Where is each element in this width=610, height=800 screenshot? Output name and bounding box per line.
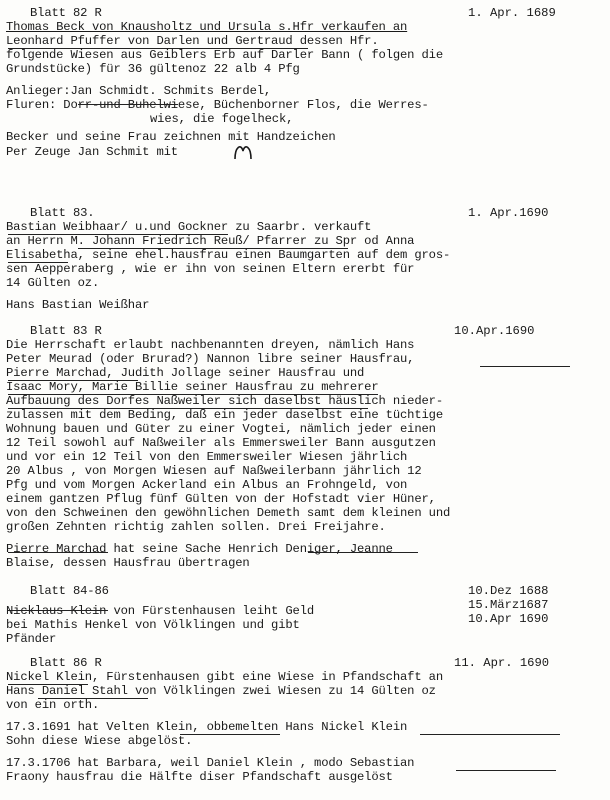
entry-line: und vor ein 12 Teil von den Emmersweiler Wiesen jährlich xyxy=(6,450,408,464)
entry-line: Pfänder xyxy=(6,632,57,646)
entry-date: 11. Apr. 1690 xyxy=(454,656,550,670)
entry-line: Grundstücke) für 36 gültenoz 22 alb 4 Pfg xyxy=(6,62,300,76)
entry-line: Peter Meurad (oder Brurad?) Nannon libre seiner Hausfrau, xyxy=(6,352,415,366)
underline-stroke xyxy=(78,248,348,249)
entry-line: zulassen mit dem Beding, daß ein jeder daselbst eine tüchtige xyxy=(6,408,443,422)
entry-date: 15.März1687 xyxy=(468,598,549,612)
entry-line: Anlieger:Jan Schmidt. Schmits Berdel, xyxy=(6,84,272,98)
entry-line: Nicklaus Klein von Fürstenhausen leiht Geld xyxy=(6,604,315,618)
entry-line: 12 Teil sowohl auf Naßweiler als Emmersweiler Bann ausgutzen xyxy=(6,436,436,450)
underline-stroke xyxy=(8,234,228,235)
underline-stroke xyxy=(180,734,280,735)
entry-date: 10.Apr 1690 xyxy=(468,612,549,626)
entry-line: Thomas Beck von Knausholtz und Ursula s.Hfr verkaufen an xyxy=(6,20,408,34)
entry-line: von den Schweinen den gewöhnlichen Demeth samt dem kleinen und xyxy=(6,506,451,520)
entry-line: 14 Gülten oz. xyxy=(6,276,100,290)
entry-line: Blaise, dessen Hausfrau übertragen xyxy=(6,556,250,570)
underline-stroke xyxy=(8,610,108,611)
entry-header: Blatt 86 R xyxy=(30,656,102,670)
entry-line: wies, die fogelheck, xyxy=(150,112,294,126)
underline-stroke xyxy=(8,380,138,381)
entry-line: Fraony hausfrau die Hälfte diser Pfandschaft ausgelöst xyxy=(6,770,393,784)
entry-line: Fluren: Dorr-und Buhelwiese, Büchenborner Flos, die Werres- xyxy=(6,98,429,112)
underline-stroke xyxy=(8,394,378,395)
entry-line: Die Herrschaft erlaubt nachbenannten dreyen, nämlich Hans xyxy=(6,338,415,352)
entry-date: 10.Apr.1690 xyxy=(454,324,535,338)
entry-line: Bastian Weibhaar/ u.und Gockner zu Saarbr. verkauft xyxy=(6,220,372,234)
handzeichen-mark-icon xyxy=(232,141,254,163)
entry-line: an Herrn M. Johann Friedrich Reuß/ Pfarrer zu Spr od Anna xyxy=(6,234,415,248)
entry-header: Blatt 83. xyxy=(30,206,95,220)
entry-header: Blatt 84-86 xyxy=(30,584,109,598)
underline-stroke xyxy=(420,734,560,735)
entry-line: Hans Bastian Weißhar xyxy=(6,298,150,312)
entry-line: Hans Daniel Stahl von Völklingen zwei Wiesen zu 14 Gülten oz xyxy=(6,684,436,698)
underline-stroke xyxy=(8,262,68,263)
entry-date: 10.Dez 1688 xyxy=(468,584,549,598)
entry-line: großen Zehnten richtig zahlen sollen. Drei Freijahre. xyxy=(6,520,386,534)
underline-stroke xyxy=(8,48,308,49)
underline-stroke xyxy=(308,552,418,553)
entry-line: 20 Albus , von Morgen Wiesen auf Naßweilerbann jährlich 12 xyxy=(6,464,422,478)
entry-line: Elisabetha, seine ehel.hausfrau einen Baumgarten auf dem gros- xyxy=(6,248,451,262)
entry-line: 17.3.1706 hat Barbara, weil Daniel Klein , modo Sebastian xyxy=(6,756,415,770)
entry-date: 1. Apr. 1689 xyxy=(468,6,556,20)
underline-stroke xyxy=(8,552,108,553)
entry-line: Pfg und vom Morgen Ackerland ein Albus an Frohngeld, von xyxy=(6,478,408,492)
entry-line: bei Mathis Henkel von Völklingen und gibt xyxy=(6,618,300,632)
entry-line: sen Aepperaberg , wie er ihn von seinen Eltern ererbt für xyxy=(6,262,415,276)
entry-line: Pierre Marchad hat seine Sache Henrich Deniger, Jeanne xyxy=(6,542,393,556)
underline-stroke xyxy=(8,408,368,409)
entry-line: Pierre Marchad, Judith Jollage seiner Hausfrau und xyxy=(6,366,365,380)
entry-line: Becker und seine Frau zeichnen mit Handzeichen xyxy=(6,130,336,144)
entry-header: Blatt 83 R xyxy=(30,324,102,338)
entry-line: Sohn diese Wiese abgelöst. xyxy=(6,734,193,748)
underline-stroke xyxy=(8,684,88,685)
entry-line: 17.3.1691 hat Velten Klein, obbemelten Hans Nickel Klein xyxy=(6,720,408,734)
entry-header: Blatt 82 R xyxy=(30,6,102,20)
entry-line: Leonhard Pfuffer von Darlen und Gertraud dessen Hfr. xyxy=(6,34,379,48)
underline-stroke xyxy=(480,366,570,367)
entry-line: Isaac Mory, Marie Billie seiner Hausfrau zu mehrerer xyxy=(6,380,379,394)
entry-line: Per Zeuge Jan Schmit mit xyxy=(6,145,178,159)
underline-stroke xyxy=(78,104,178,105)
entry-line: Aufbauung des Dorfes Naßweiler sich daselbst häuslich nieder- xyxy=(6,394,443,408)
entry-line: folgende Wiesen aus Geiblers Erb auf Darler Bann ( folgen die xyxy=(6,48,443,62)
entry-line: Wohnung bauen und Güter zu einer Vogtei, nämlich jeder einen xyxy=(6,422,436,436)
underline-stroke xyxy=(456,770,556,771)
entry-line: Nickel Klein, Fürstenhausen gibt eine Wiese in Pfandschaft an xyxy=(6,670,443,684)
entry-line: von ein orth. xyxy=(6,698,100,712)
entry-date: 1. Apr.1690 xyxy=(468,206,549,220)
underline-stroke xyxy=(38,698,148,699)
entry-line: einem gantzen Pflug fünf Gülten von der Hofstadt vier Hüner, xyxy=(6,492,436,506)
